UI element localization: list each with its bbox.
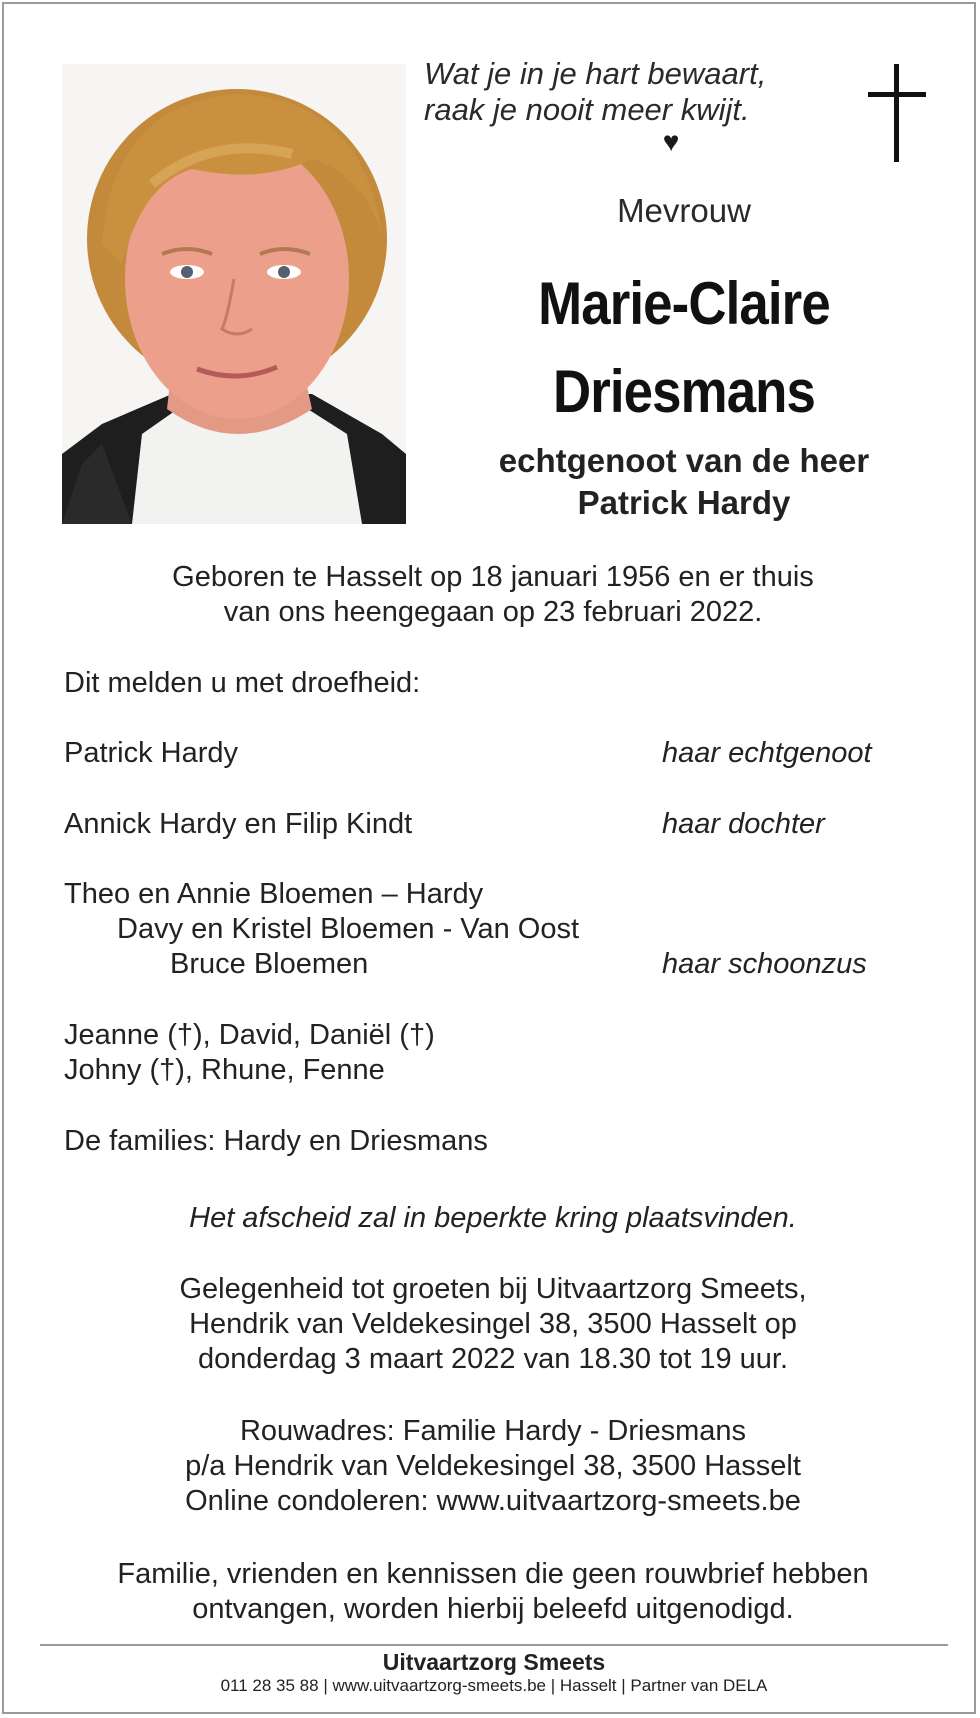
spouse-info	[444, 440, 924, 524]
address-line-2: p/a Hendrik van Veldekesingel 38, 3500 Hasselt	[185, 1450, 801, 1482]
inlaws-line-1: Theo en Annie Bloemen – Hardy	[64, 878, 484, 910]
footer-contact-info: 011 28 35 88 | www.uitvaartzorg-smeets.be | Hasselt | Partner van DELA	[220, 1676, 768, 1695]
birth-line-1: Geboren te Hasselt op 18 januari 1956 en er thuis	[172, 561, 814, 593]
family-member-relation: haar dochter	[662, 808, 825, 840]
honorific-title: Mevrouw	[617, 192, 751, 229]
inlaws-line-2: Davy en Kristel Bloemen - Van Oost	[117, 913, 580, 945]
address-line-1: Rouwadres: Familie Hardy - Driesmans	[239, 1415, 747, 1447]
others-line-1: Jeanne (†), David, Daniël (†)	[64, 1019, 435, 1051]
others-line-2: Johny (†), Rhune, Fenne	[64, 1054, 385, 1086]
latin-cross-icon	[868, 64, 926, 164]
farewell-notice: Het afscheid zal in beperkte kring plaatsvinden.	[189, 1202, 797, 1234]
footer-divider	[40, 1644, 948, 1646]
spouse-line-2: Patrick Hardy	[577, 484, 791, 521]
invitation-notice	[64, 1557, 922, 1627]
memorial-quote	[424, 56, 784, 128]
family-member-name: Annick Hardy en Filip Kindt	[64, 808, 413, 840]
first-name: Marie-Claire	[538, 270, 830, 337]
invitation-line-1: Familie, vrienden en kennissen die geen rouwbrief hebben	[117, 1558, 869, 1590]
visitation-line-2: Hendrik van Veldekesingel 38, 3500 Hasselt op	[189, 1308, 797, 1340]
spouse-line-1: echtgenoot van de heer	[498, 442, 870, 479]
birth-death-info	[64, 560, 922, 630]
last-name: Driesmans	[552, 358, 816, 425]
deceased-name	[473, 260, 895, 436]
invitation-line-2: ontvangen, worden hierbij beleefd uitgenodigd.	[192, 1593, 794, 1625]
obituary-card	[2, 2, 976, 1714]
quote-line-1: Wat je in je hart bewaart,	[424, 56, 767, 91]
heart-icon: ♥	[662, 126, 680, 157]
footer-company: Uitvaartzorg Smeets	[382, 1649, 606, 1675]
quote-line-2: raak je nooit meer kwijt.	[424, 92, 750, 127]
family-member-name: Patrick Hardy	[64, 737, 239, 769]
portrait-photo	[62, 64, 406, 524]
family-member-relation: haar echtgenoot	[662, 737, 872, 769]
condolence-link[interactable]: Online condoleren: www.uitvaartzorg-smeets.be	[185, 1485, 801, 1517]
visitation-line-1: Gelegenheid tot groeten bij Uitvaartzorg Smeets,	[179, 1273, 807, 1305]
announcement-text: Dit melden u met droefheid:	[64, 667, 421, 699]
inlaws-line-3: Bruce Bloemen	[170, 948, 369, 980]
inlaws-relation: haar schoonzus	[662, 948, 867, 980]
mourning-address	[64, 1414, 922, 1519]
visitation-info	[64, 1272, 922, 1377]
birth-line-2: van ons heengegaan op 23 februari 2022.	[223, 596, 763, 628]
visitation-line-3: donderdag 3 maart 2022 van 18.30 tot 19 uur.	[197, 1343, 789, 1375]
families-line: De families: Hardy en Driesmans	[64, 1125, 488, 1157]
